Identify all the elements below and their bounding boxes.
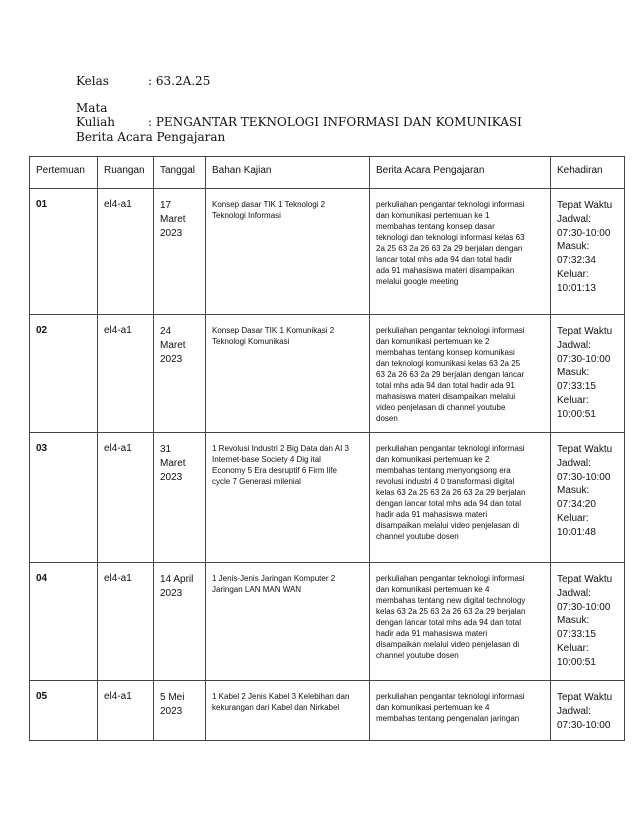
section-title: Berita Acara Pengajaran — [76, 130, 226, 144]
column-header: Kehadiran — [551, 157, 625, 189]
kehadiran-cell: Tepat Waktu Jadwal: 07:30-10:00 Masuk: 07:33:15 Keluar: 10:00:51 — [551, 315, 625, 433]
bahan-kajian-cell: Konsep Dasar TIK 1 Komunikasi 2 Teknologi Komunikasi — [206, 315, 370, 433]
pertemuan-cell: 01 — [30, 189, 98, 315]
berita-acara-cell: perkuliahan pengantar teknologi informasi dan komunikasi pertemuan ke 2 membahas tentang konsep komunikasi dan teknologi komunikasi kelas 63 2a 25 63 2a 26 63 2a 29 berjalan dengan lancar total mhs ada 94 dan total hadir ada 91 mahasiswa materi disampaikan melalui video penjelasan di channel youtube dosen — [370, 315, 551, 433]
kehadiran-cell: Tepat Waktu Jadwal: 07:30-10:00 Masuk: 07:34:20 Keluar: 10:01:48 — [551, 433, 625, 563]
mata-kuliah-label: Mata Kuliah — [76, 101, 115, 129]
column-header: Bahan Kajian — [206, 157, 370, 189]
column-header: Ruangan — [98, 157, 154, 189]
table-row — [30, 189, 625, 315]
pertemuan-cell: 03 — [30, 433, 98, 563]
bahan-kajian-cell: 1 Jenis-Jenis Jaringan Komputer 2 Jaringan LAN MAN WAN — [206, 563, 370, 681]
ruangan-cell: el4-a1 — [98, 563, 154, 681]
tanggal-cell: 31 Maret 2023 — [154, 433, 206, 563]
table-header-row — [30, 157, 625, 189]
column-header: Tanggal — [154, 157, 206, 189]
kelas-value: : 63.2A.25 — [148, 74, 211, 88]
kehadiran-cell: Tepat Waktu Jadwal: 07:30-10:00 — [551, 681, 625, 741]
kehadiran-cell: Tepat Waktu Jadwal: 07:30-10:00 Masuk: 07:33:15 Keluar: 10:00:51 — [551, 563, 625, 681]
tanggal-cell: 14 April 2023 — [154, 563, 206, 681]
berita-acara-cell: perkuliahan pengantar teknologi informasi dan komunikasi pertemuan ke 4 membahas tentang new digital technology kelas 63 2a 25 63 2a 26 63 2a 29 berjalan dengan lancar total mhs ada 94 dan total hadir ada 91 mahasiswa materi disampaikan melalui video penjelasan di channel youtube dosen — [370, 563, 551, 681]
mata-kuliah-line — [76, 101, 522, 129]
ruangan-cell: el4-a1 — [98, 681, 154, 741]
kelas-line — [76, 74, 210, 88]
bahan-kajian-cell: Konsep dasar TIK 1 Teknologi 2 Teknologi Informasi — [206, 189, 370, 315]
berita-acara-table — [29, 156, 625, 741]
berita-acara-cell: perkuliahan pengantar teknologi informasi dan komunikasi pertemuan ke 1 membahas tentang konsep dasar teknologi dan teknologi informasi kelas 63 2a 25 63 2a 26 63 2a 29 berjalan dengan lancar total mhs ada 94 dan total hadir ada 91 mahasiswa materi disampaikan melalui google meeting — [370, 189, 551, 315]
mata-kuliah-value: : PENGANTAR TEKNOLOGI INFORMASI DAN KOMUNIKASI — [148, 115, 522, 129]
kehadiran-cell: Tepat Waktu Jadwal: 07:30-10:00 Masuk: 07:32:34 Keluar: 10:01:13 — [551, 189, 625, 315]
bahan-kajian-cell: 1 Revolusi Industri 2 Big Data dan AI 3 Internet-base Society 4 Dig ital Economy 5 Era desruptif 6 Firm life cycle 7 Generasi milenial — [206, 433, 370, 563]
kelas-label: Kelas — [76, 74, 109, 88]
pertemuan-cell: 04 — [30, 563, 98, 681]
tanggal-cell: 17 Maret 2023 — [154, 189, 206, 315]
table-row — [30, 433, 625, 563]
tanggal-cell: 5 Mei 2023 — [154, 681, 206, 741]
pertemuan-cell: 05 — [30, 681, 98, 741]
ruangan-cell: el4-a1 — [98, 433, 154, 563]
tanggal-cell: 24 Maret 2023 — [154, 315, 206, 433]
berita-acara-cell: perkuliahan pengantar teknologi informasi dan komunikasi pertemuan ke 2 membahas tentang menyongsong era revolusi industri 4 0 transformasi digital kelas 63 2a 25 63 2a 26 63 2a 29 berjalan dengan lancar total mhs ada 94 dan total hadir ada 91 mahasiswa materi disampaikan melalui video penjelasan di channel youtube dosen — [370, 433, 551, 563]
column-header: Pertemuan — [30, 157, 98, 189]
ruangan-cell: el4-a1 — [98, 189, 154, 315]
bahan-kajian-cell: 1 Kabel 2 Jenis Kabel 3 Kelebihan dan kekurangan dari Kabel dan Nirkabel — [206, 681, 370, 741]
pertemuan-cell: 02 — [30, 315, 98, 433]
column-header: Berita Acara Pengajaran — [370, 157, 551, 189]
table-row — [30, 315, 625, 433]
table-row — [30, 681, 625, 741]
berita-acara-cell: perkuliahan pengantar teknologi informasi dan komunikasi pertemuan ke 4 membahas tentang pengenalan jaringan — [370, 681, 551, 741]
ruangan-cell: el4-a1 — [98, 315, 154, 433]
table-row — [30, 563, 625, 681]
